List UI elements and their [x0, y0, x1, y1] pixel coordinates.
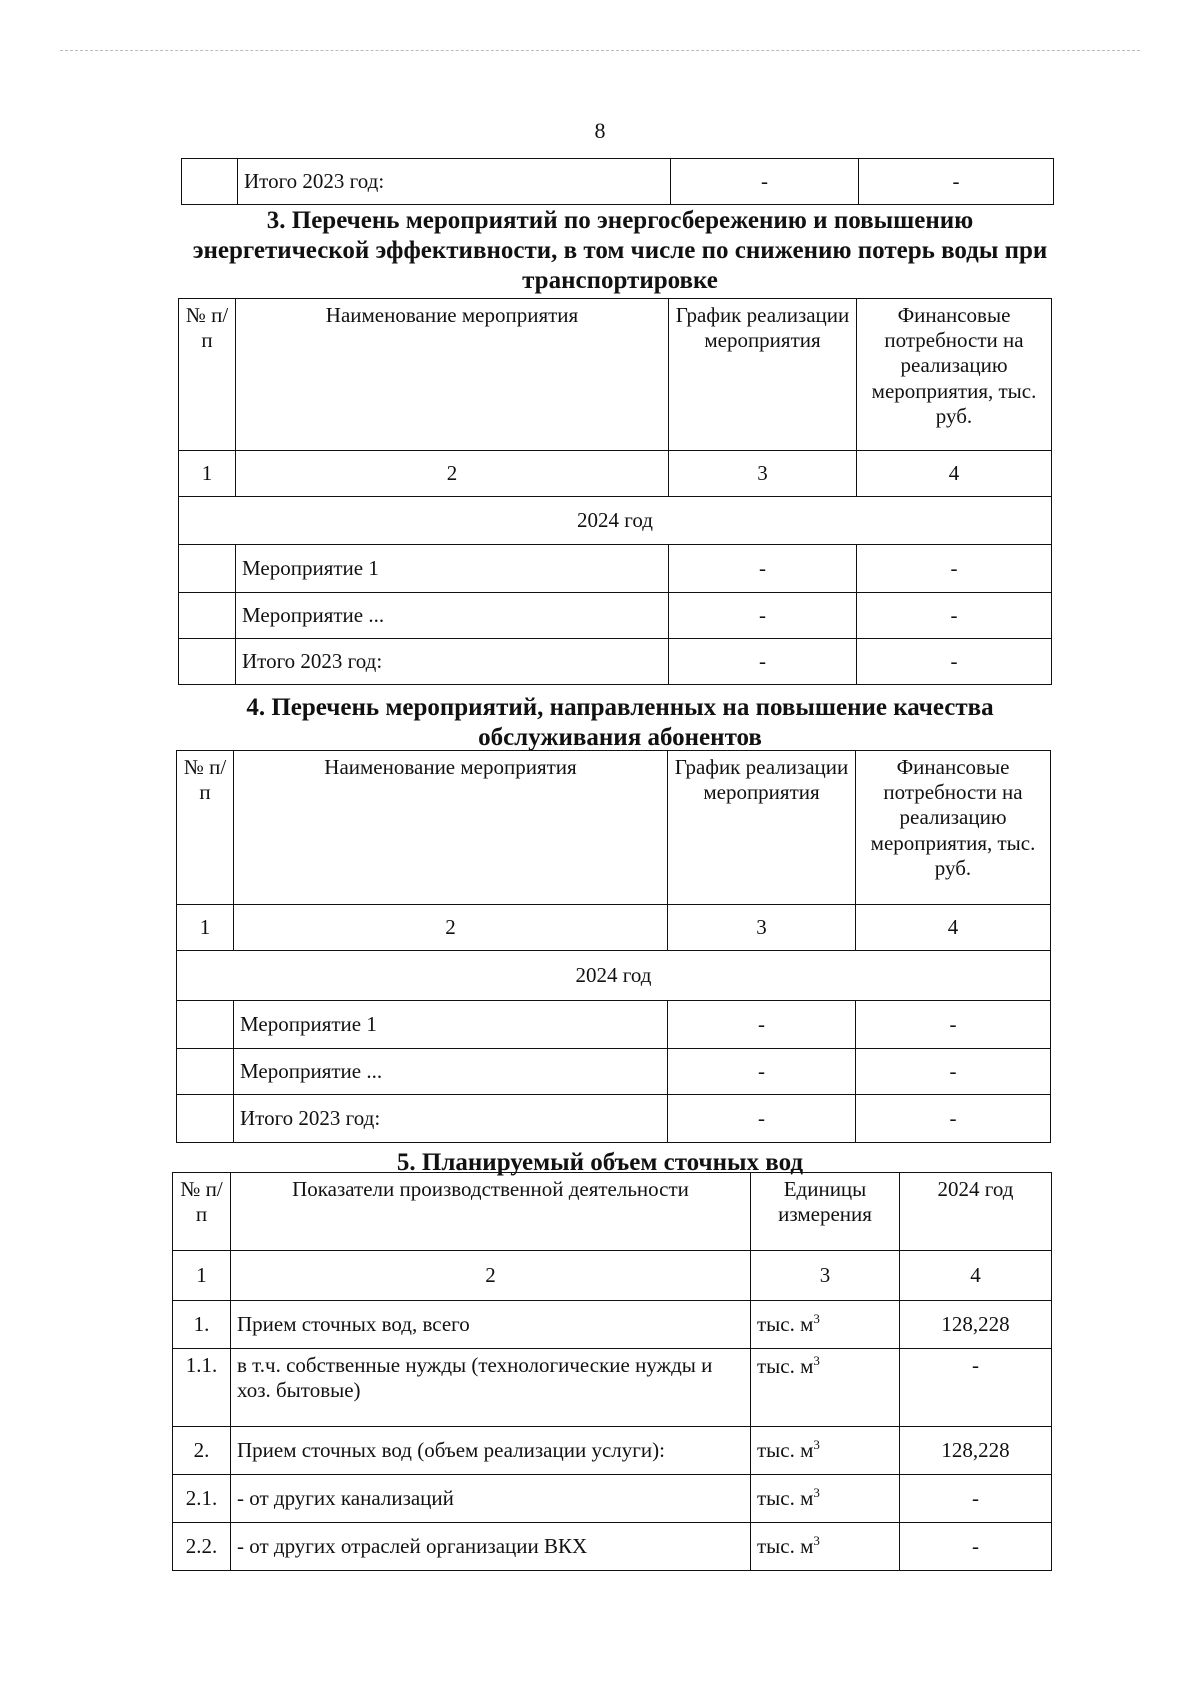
unit-text: тыс. м	[757, 1534, 814, 1559]
s3-colnum-2: 2	[236, 451, 669, 497]
s3-row3-num	[179, 639, 236, 685]
s5-row5-num: 2.2.	[173, 1523, 231, 1571]
table-row	[179, 593, 1052, 639]
table-row	[177, 1049, 1051, 1095]
s4-row2-finance: -	[856, 1049, 1051, 1095]
s4-row3-finance: -	[856, 1095, 1051, 1143]
s4-row1-num	[177, 1001, 234, 1049]
s4-row1-schedule: -	[668, 1001, 856, 1049]
unit-exponent: 3	[813, 1485, 820, 1501]
s5-row4-value: -	[900, 1475, 1052, 1523]
s5-row1-num: 1.	[173, 1301, 231, 1349]
unit-text: тыс. м	[757, 1438, 814, 1463]
s5-header-indicator: Показатели производственной деятельности	[231, 1173, 751, 1251]
table-row	[177, 1095, 1051, 1143]
s4-header-finance: Финансовые потребности на реализацию мероприятия, тыс. руб.	[856, 751, 1051, 905]
section4-title	[180, 693, 1060, 753]
s4-header-name: Наименование мероприятия	[234, 751, 668, 905]
s3-row3-name: Итого 2023 год:	[236, 639, 669, 685]
s3-row3-finance: -	[857, 639, 1052, 685]
s5-row2-num: 1.1.	[173, 1349, 231, 1427]
s3-header-schedule: График реализации мероприятия	[669, 299, 857, 451]
s4-year-row: 2024 год	[177, 951, 1051, 1001]
unit-exponent: 3	[813, 1311, 820, 1327]
s4-colnum-1: 1	[177, 905, 234, 951]
s3-row3-schedule: -	[669, 639, 857, 685]
unit-text: тыс. м	[757, 1486, 814, 1511]
table-row	[173, 1301, 1052, 1349]
s3-row2-finance: -	[857, 593, 1052, 639]
section3-title-line1: 3. Перечень мероприятий по энергосбережению и повышению	[266, 207, 974, 234]
s4-row1-finance: -	[856, 1001, 1051, 1049]
unit-exponent: 3	[813, 1353, 820, 1368]
s3-row2-num	[179, 593, 236, 639]
s5-row3-num: 2.	[173, 1427, 231, 1475]
section5-title: 5. Планируемый объем сточных вод	[396, 1149, 804, 1176]
top-num-cell	[182, 159, 238, 205]
page-number: 8	[594, 118, 606, 143]
table-row	[173, 1475, 1052, 1523]
s3-row2-schedule: -	[669, 593, 857, 639]
s5-row2-value: -	[900, 1349, 1052, 1427]
s3-header-num: № п/п	[179, 299, 236, 451]
table-row	[179, 639, 1052, 685]
unit-text: тыс. м	[757, 1312, 814, 1337]
s5-row4-unit	[751, 1475, 900, 1523]
s5-row5-value: -	[900, 1523, 1052, 1571]
s3-header-finance: Финансовые потребности на реализацию мероприятия, тыс. руб.	[857, 299, 1052, 451]
table-row	[173, 1523, 1052, 1571]
s5-row4-num: 2.1.	[173, 1475, 231, 1523]
s3-row1-name: Мероприятие 1	[236, 545, 669, 593]
s3-row1-num	[179, 545, 236, 593]
s4-row3-schedule: -	[668, 1095, 856, 1143]
unit-text: тыс. м	[757, 1354, 814, 1378]
s5-row1-unit	[751, 1301, 900, 1349]
s3-colnum-4: 4	[857, 451, 1052, 497]
section4-title-line1: 4. Перечень мероприятий, направленных на повышение качества	[246, 694, 994, 721]
s4-colnum-2: 2	[234, 905, 668, 951]
s4-header-schedule: График реализации мероприятия	[668, 751, 856, 905]
s4-row3-num	[177, 1095, 234, 1143]
s4-row2-name: Мероприятие ...	[234, 1049, 668, 1095]
section3-title-line2: энергетической эффективности, в том числе по снижению потерь воды при	[192, 237, 1048, 264]
s4-colnum-4: 4	[856, 905, 1051, 951]
s5-row5-indicator: - от других отраслей организации ВКХ	[231, 1523, 751, 1571]
section3-title-line3: транспортировке	[522, 267, 718, 294]
s5-colnum-4: 4	[900, 1251, 1052, 1301]
section4-title-line2: обслуживания абонентов	[478, 724, 762, 751]
table-row	[173, 1427, 1052, 1475]
s5-header-year: 2024 год	[900, 1173, 1052, 1251]
s5-row3-value: 128,228	[900, 1427, 1052, 1475]
s4-row3-name: Итого 2023 год:	[234, 1095, 668, 1143]
s5-row2-unit	[751, 1349, 900, 1427]
section3-title	[180, 206, 1060, 296]
unit-exponent: 3	[813, 1437, 820, 1453]
s5-colnum-2: 2	[231, 1251, 751, 1301]
section3-table	[178, 298, 1052, 685]
top-schedule-cell: -	[671, 159, 859, 205]
s5-colnum-3: 3	[751, 1251, 900, 1301]
s3-row2-name: Мероприятие ...	[236, 593, 669, 639]
s3-colnum-1: 1	[179, 451, 236, 497]
s3-year-row: 2024 год	[179, 497, 1052, 545]
top-finance-cell: -	[859, 159, 1054, 205]
s5-row2-indicator: в т.ч. собственные нужды (технологические нужды и хоз. бытовые)	[231, 1349, 751, 1427]
section4-table	[176, 750, 1051, 1143]
s5-header-unit: Единицы измерения	[751, 1173, 900, 1251]
unit-exponent: 3	[813, 1533, 820, 1549]
scan-artifact-line	[60, 50, 1140, 51]
s5-row3-unit	[751, 1427, 900, 1475]
s5-row1-indicator: Прием сточных вод, всего	[231, 1301, 751, 1349]
s5-colnum-1: 1	[173, 1251, 231, 1301]
s5-header-num: № п/п	[173, 1173, 231, 1251]
s3-colnum-3: 3	[669, 451, 857, 497]
s4-row2-num	[177, 1049, 234, 1095]
s4-row2-schedule: -	[668, 1049, 856, 1095]
s4-header-num: № п/п	[177, 751, 234, 905]
table-row	[173, 1349, 1052, 1427]
top-label-cell: Итого 2023 год:	[238, 159, 671, 205]
s3-header-name: Наименование мероприятия	[236, 299, 669, 451]
section5-table	[172, 1172, 1052, 1571]
s5-row3-indicator: Прием сточных вод (объем реализации услуги):	[231, 1427, 751, 1475]
s4-colnum-3: 3	[668, 905, 856, 951]
s5-row1-value: 128,228	[900, 1301, 1052, 1349]
s4-row1-name: Мероприятие 1	[234, 1001, 668, 1049]
top-total-table	[181, 158, 1054, 205]
table-row	[179, 545, 1052, 593]
s3-row1-schedule: -	[669, 545, 857, 593]
s5-row4-indicator: - от других канализаций	[231, 1475, 751, 1523]
s5-row5-unit	[751, 1523, 900, 1571]
s3-row1-finance: -	[857, 545, 1052, 593]
table-row	[177, 1001, 1051, 1049]
